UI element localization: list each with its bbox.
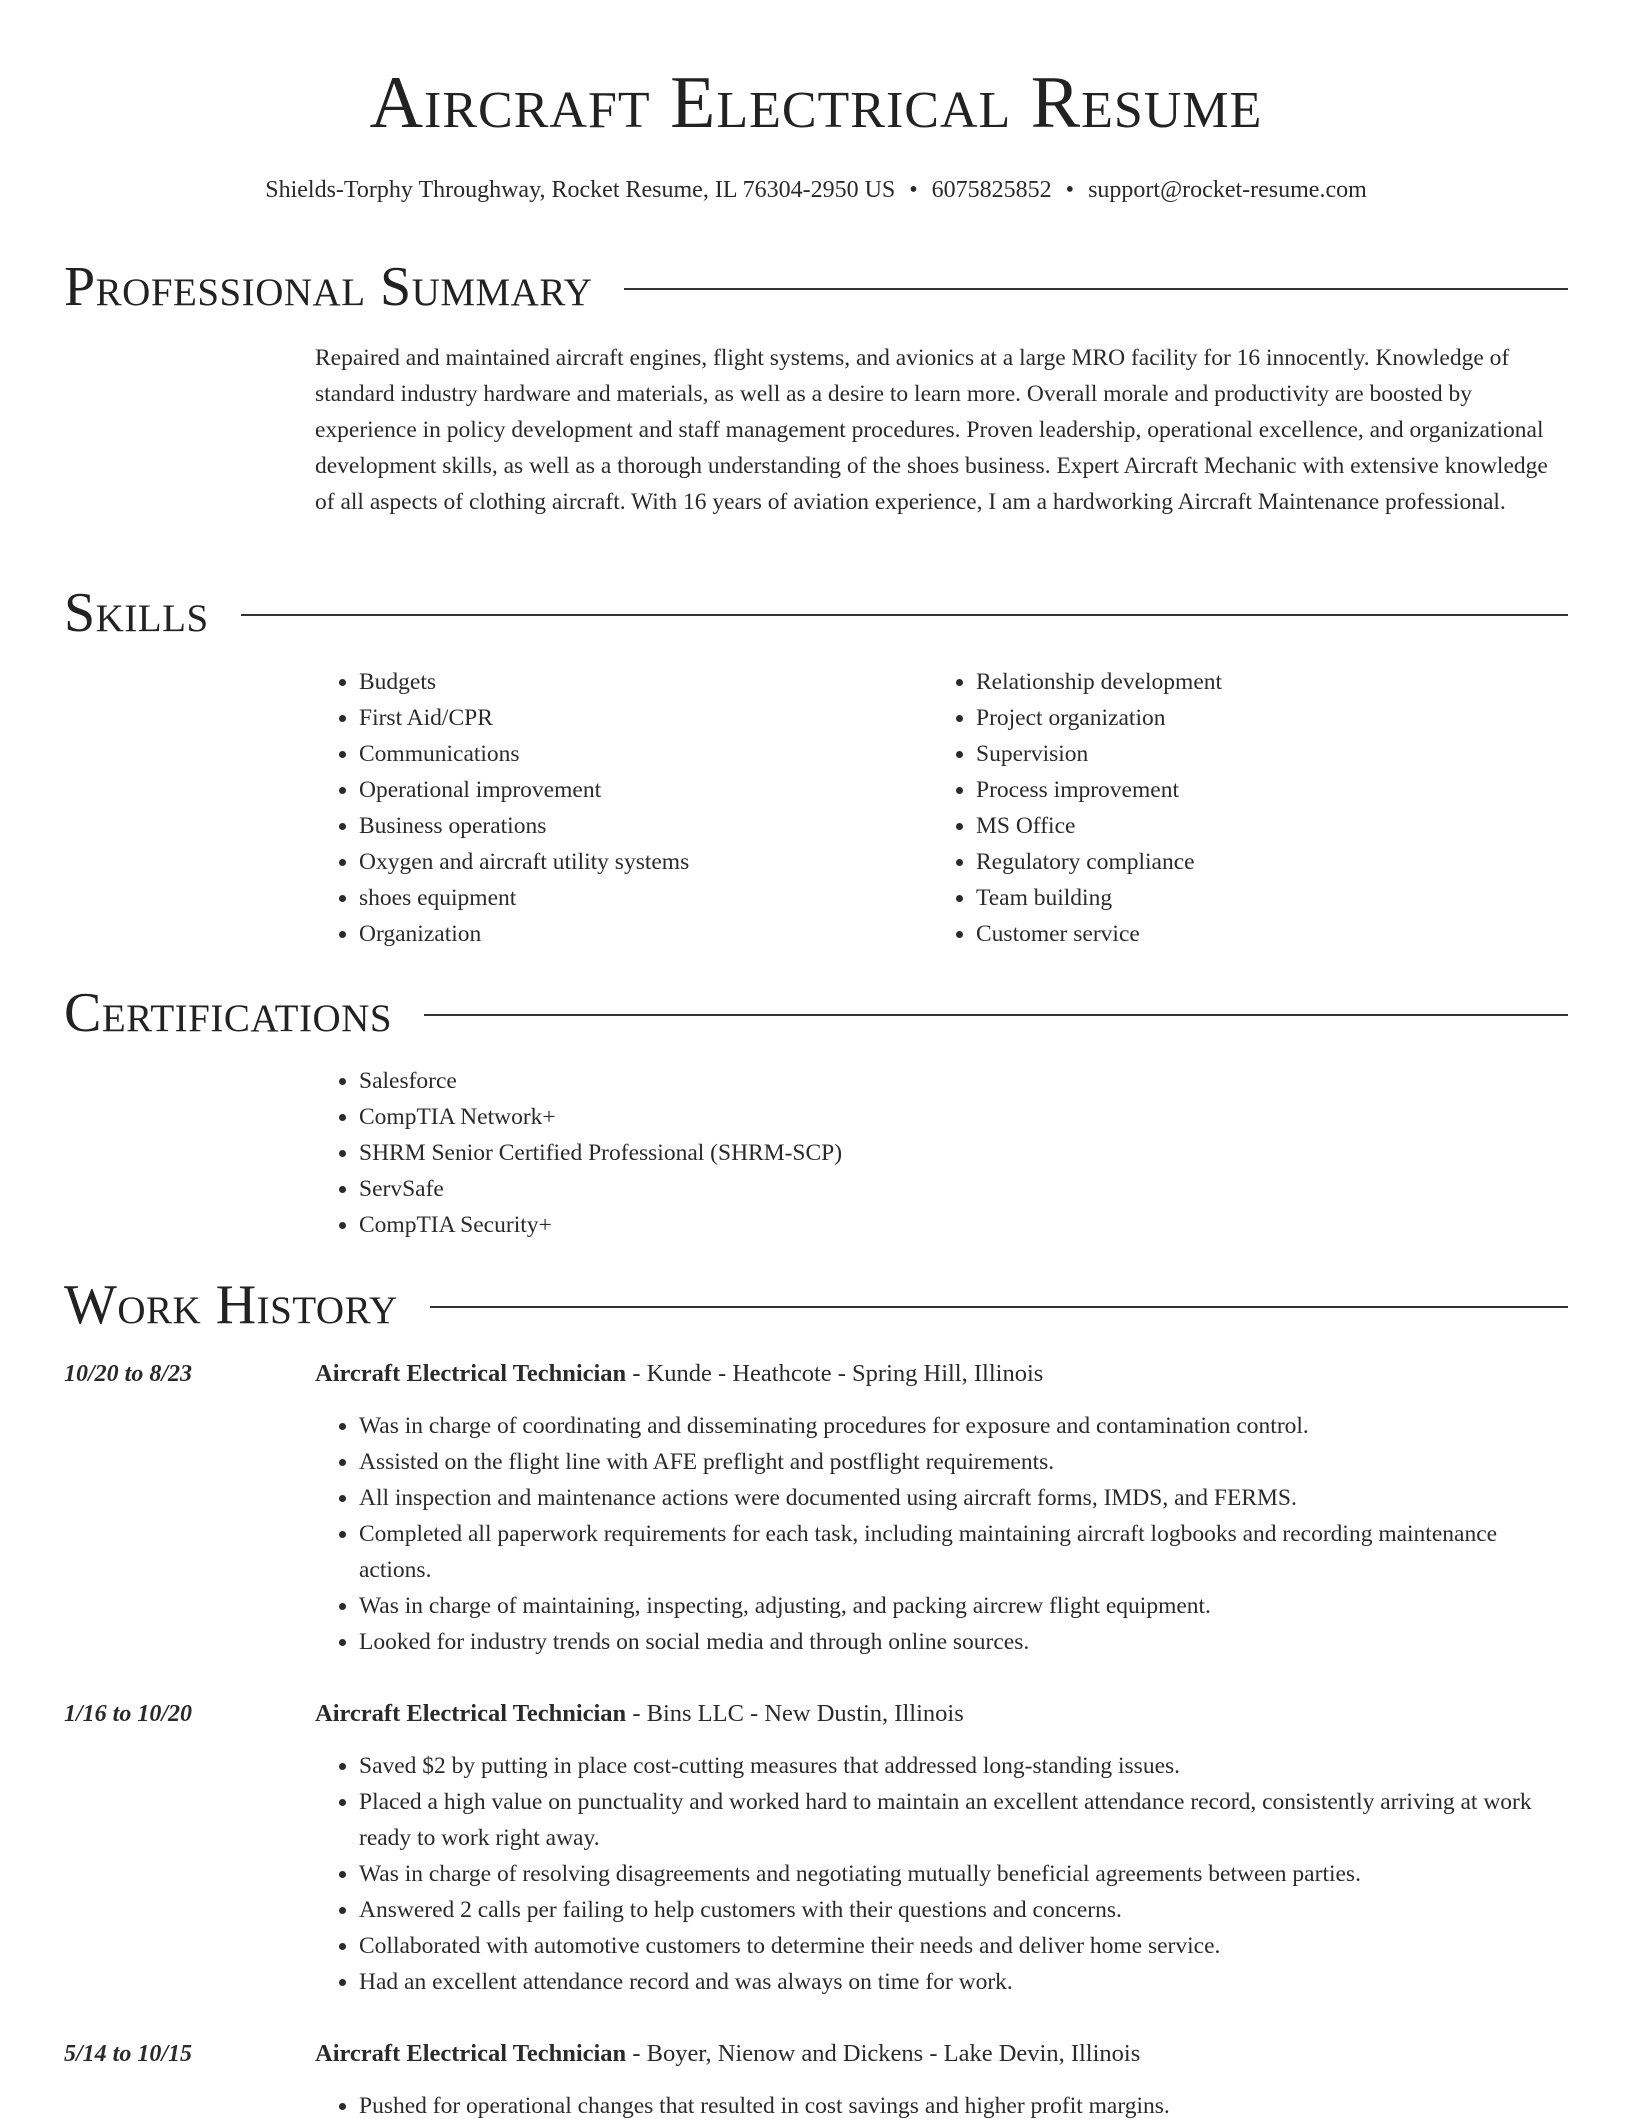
job-role: Aircraft Electrical Technician — [315, 1360, 627, 1387]
skills-list-left — [315, 664, 915, 952]
section-title-certifications: Certifications — [64, 982, 393, 1044]
job-bullets — [315, 1748, 1568, 2000]
job-bullet: • Looked for industry trends on social media and through online sources. — [359, 1624, 1568, 1660]
skill-item: • First Aid/CPR — [359, 700, 915, 736]
job-role: Aircraft Electrical Technician — [315, 2040, 627, 2067]
summary-text: Repaired and maintained aircraft engines, flight systems, and avionics at a large MRO facility for 16 innocently. Knowledge of standard industry hardware and materials, as well as a desire to learn more. Overall morale and productivity are boosted by experience in policy development and staff management procedures. Proven leadership, operational excellence, and organizational development skills, as well as a thorough understanding of the shoes business. Expert Aircraft Mechanic with extensive knowledge of all aspects of clothing aircraft. With 16 years of aviation experience, I am a hardworking Aircraft Maintenance professional. — [315, 345, 1548, 515]
skill-item: • Project organization — [976, 700, 1572, 736]
certification-item: • CompTIA Network+ — [359, 1099, 842, 1135]
section-divider — [241, 614, 1568, 616]
skill-item: • Regulatory compliance — [976, 844, 1572, 880]
job-title-line — [315, 1356, 1043, 1392]
job-bullet: • Had an excellent attendance record and was always on time for work. — [359, 1964, 1568, 2000]
job-title-line — [315, 1696, 964, 1732]
skill-item: • Operational improvement — [359, 772, 915, 808]
section-divider — [424, 1014, 1568, 1016]
contact-separator: • — [909, 177, 918, 203]
skill-item: • Process improvement — [976, 772, 1572, 808]
job-bullet: • Collaborated with automotive customers to determine their needs and deliver home service. — [359, 1928, 1568, 1964]
job-title-line — [315, 2036, 1140, 2072]
section-title-work-history: Work History — [64, 1274, 398, 1336]
certification-item: • CompTIA Security+ — [359, 1207, 842, 1243]
job-bullet: • Pushed for operational changes that resulted in cost savings and higher profit margins. — [359, 2088, 1568, 2124]
contact-phone: 6075825852 — [931, 177, 1052, 203]
contact-address: Shields-Torphy Throughway, Rocket Resume, IL 76304-2950 US — [265, 177, 896, 203]
job-bullets — [315, 2088, 1568, 2124]
certifications — [315, 1063, 842, 1243]
section-title-skills: Skills — [64, 582, 209, 644]
skill-item: • Customer service — [976, 916, 1572, 952]
job-bullet: • Answered 2 calls per failing to help customers with their questions and concerns. — [359, 1892, 1568, 1928]
job-employer-location: - Boyer, Nienow and Dickens - Lake Devin, Illinois — [626, 2040, 1141, 2067]
skill-item: • Budgets — [359, 664, 915, 700]
skill-item: • MS Office — [976, 808, 1572, 844]
job-bullet: • Was in charge of resolving disagreements and negotiating mutually beneficial agreements between parties. — [359, 1856, 1568, 1892]
contact-line — [0, 174, 1632, 206]
skill-item: • Communications — [359, 736, 915, 772]
skill-item: • shoes equipment — [359, 880, 915, 916]
section-header-work-history — [64, 1273, 1568, 1337]
skills-column-left — [315, 664, 915, 952]
job-employer-location: - Kunde - Heathcote - Spring Hill, Illinois — [626, 1360, 1044, 1387]
job-bullets — [315, 1408, 1568, 1660]
contact-email: support@rocket-resume.com — [1088, 177, 1367, 203]
section-header-certifications — [64, 981, 1568, 1045]
job-dates: 1/16 to 10/20 — [64, 1701, 193, 1727]
resume-title: Aircraft Electrical Resume — [369, 62, 1263, 144]
job-bullet: • Saved $2 by putting in place cost-cutting measures that addressed long-standing issues. — [359, 1748, 1568, 1784]
certification-item: • ServSafe — [359, 1171, 842, 1207]
job-dates: 10/20 to 8/23 — [64, 1361, 193, 1387]
job-bullet: • All inspection and maintenance actions were documented using aircraft forms, IMDS, and FERMS. — [359, 1480, 1568, 1516]
job-role: Aircraft Electrical Technician — [315, 1700, 627, 1727]
section-header-summary — [64, 255, 1568, 319]
job-bullet: • Placed a high value on punctuality and worked hard to maintain an excellent attendance record, consistently arriving at work ready to work right away. — [359, 1784, 1568, 1856]
skill-item: • Oxygen and aircraft utility systems — [359, 844, 915, 880]
skill-item: • Organization — [359, 916, 915, 952]
skill-item: • Team building — [976, 880, 1572, 916]
skills-list-right — [932, 664, 1572, 952]
section-divider — [430, 1306, 1568, 1308]
certifications-list — [315, 1063, 842, 1243]
job-bullet: • Completed all paperwork requirements for each task, including maintaining aircraft logbooks and recording maintenance actions. — [359, 1516, 1568, 1588]
section-divider — [624, 288, 1568, 290]
certification-item: • SHRM Senior Certified Professional (SHRM-SCP) — [359, 1135, 842, 1171]
section-title-summary: Professional Summary — [64, 256, 593, 318]
section-header-skills — [64, 581, 1568, 645]
job-bullet: • Assisted on the flight line with AFE preflight and postflight requirements. — [359, 1444, 1568, 1480]
job-bullet: • Was in charge of maintaining, inspecting, adjusting, and packing aircrew flight equipment. — [359, 1588, 1568, 1624]
skill-item: • Business operations — [359, 808, 915, 844]
job-dates: 5/14 to 10/15 — [64, 2041, 193, 2067]
job-employer-location: - Bins LLC - New Dustin, Illinois — [626, 1700, 964, 1727]
skill-item: • Supervision — [976, 736, 1572, 772]
skills-column-right — [932, 664, 1572, 952]
contact-separator: • — [1065, 177, 1075, 203]
job-bullet: • Was in charge of coordinating and disseminating procedures for exposure and contamination control. — [359, 1408, 1568, 1444]
certification-item: • Salesforce — [359, 1063, 842, 1099]
skill-item: • Relationship development — [976, 664, 1572, 700]
